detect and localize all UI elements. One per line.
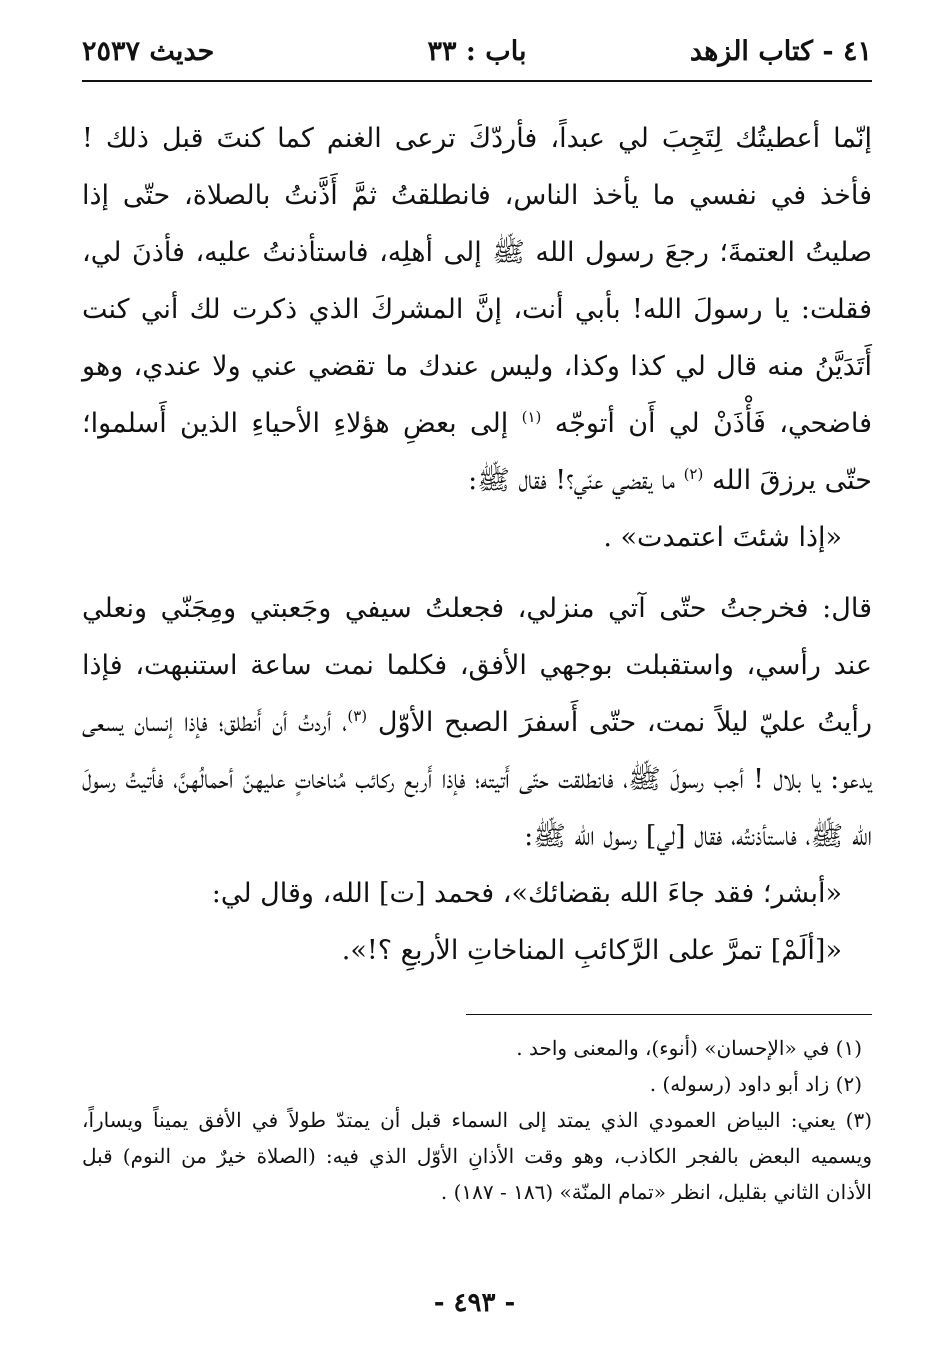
prophet-quote: «إذا شئتَ اعتمدت» . — [603, 522, 842, 553]
main-text — [82, 110, 872, 979]
footnote: (١) في «الإحسان» (أنوء)، والمعنى واحد . — [516, 1036, 862, 1060]
hadith-number: حديث ٢٥٣٧ — [82, 36, 215, 67]
paragraph — [82, 580, 872, 865]
prophet-quote: «[ألَمْ] تمرَّ على الرَّكائبِ المناخاتِ الأربعِ ؟!». — [341, 935, 842, 966]
paragraph-text: إنّما أعطيتُك لِتَجِبَ لي عبداً، فأردّكَ ترعى الغنم كما كنتَ قبل ذلك ! فأخذ في نفسي ما يأخذ الناس، فانطلقتُ ثمَّ أَذَّنتُ بالصلاة، حتّى إذا صليتُ العتمةَ؛ رجعَ رسول الله ﷺ إلى أهلِه، فاستأذنتُ عليه، فأذنَ لي، فقلت: يا رسولَ الله! بأبي أنت، إنَّ المشركَ الذي ذكرت لك أني كنت أَتَدَيَّنُ منه قال لي كذا وكذا، وليس عندك ما تقضي عني ولا عندي، وهو فاضحي، فَأْذَنْ لي أَن أتوجّه — [82, 123, 872, 439]
chapter-number: باب : ٣٣ — [427, 36, 527, 67]
footnote: (٣) يعني: البياض العمودي الذي يمتد إلى السماء قبل أن يمتدّ طولاً في الأفق يميناً ويساراً، ويسميه البعض بالفجر الكاذب، وهو وقت الأذانِ الأوّل الذي فيه: (الصلاة خيرٌ من النوم) قبل الأذان الثاني بقليل، انظر «تمام المنّة» (١٨٦ - ١٨٧) . — [82, 1108, 872, 1204]
prophet-quote: «أبشر؛ فقد جاءَ الله بقضائك»، فحمد [ت] الله، وقال لي: — [211, 878, 842, 909]
paragraph — [82, 110, 872, 509]
paragraph-text: ما يقضي عنّي؟! فقال ﷺ: — [468, 465, 675, 496]
header-divider — [82, 80, 872, 82]
footnote: (٢) زاد أبو داود (رسوله) . — [649, 1072, 862, 1096]
footnote-ref-3: (٣) — [347, 707, 368, 725]
page-number: - ٤٩٣ - — [433, 1288, 516, 1318]
paragraph-text: إلى بعضِ هؤلاءِ الأحياءِ الذين أَسلموا؛ حتّى يرزقَ الله — [82, 408, 872, 496]
paragraph-text: قال: فخرجتُ حتّى آتي منزلي، فجعلتُ سيفي وجَعبتي ومِجَنّي ونعلي عند رأسي، واستقبلت بوجهي الأفق، فكلما نمت ساعة استنبهت، فإذا رأيتُ عليّ ليلاً نمت، حتّى أَسفرَ الصبح الأوّل — [82, 593, 872, 738]
footnotes — [82, 1030, 872, 1210]
running-header — [82, 30, 872, 78]
book-title: ٤١ - كتاب الزهد — [689, 36, 872, 67]
footnote-divider — [466, 1014, 872, 1015]
footnote-ref-1: (١) — [521, 408, 542, 426]
footnote-ref-2: (٢) — [683, 465, 704, 483]
paragraph-text: ، أردتُ أن أَنطلق؛ فإذا إنسان يسعى يدعو: يا بلال ! أجب رسولَ ﷺ، فانطلقت حتّى أَتيته؛ فإذا أَربع ركائب مُناخاتٍ عليهنّ أحمالُهنَّ، فأتيتُ رسولَ الله ﷺ، فاستأذنتُه، فقال [لي] رسول الله ﷺ: — [82, 707, 872, 852]
